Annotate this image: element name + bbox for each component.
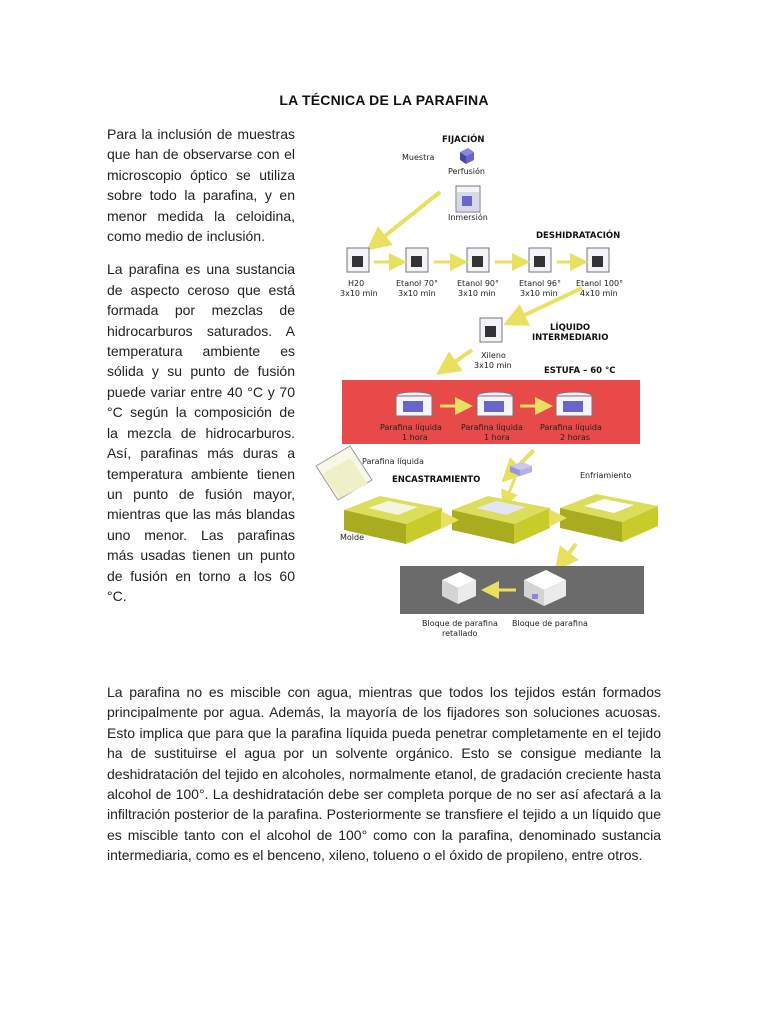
beaker-h2o	[347, 248, 369, 272]
label-encastramiento: ENCASTRAMIENTO	[392, 475, 481, 485]
arrow-to-bloque	[562, 544, 576, 562]
arrow-sample-drop	[506, 478, 515, 500]
pouring-beaker	[316, 446, 372, 500]
bath-time: 1 hora	[402, 433, 428, 442]
step-name: Etanol 70°	[396, 279, 439, 288]
label-liquido: LÍQUIDO	[550, 323, 591, 333]
bath-time: 1 hora	[484, 433, 510, 442]
bath-name: Parafina líquida	[540, 423, 602, 432]
label-intermediario: INTERMEDIARIO	[532, 333, 609, 343]
step-name: Etanol 90°	[457, 279, 500, 288]
beaker-etanol-96	[529, 248, 551, 272]
beaker-xileno	[480, 318, 502, 342]
beaker-inmersion	[456, 186, 480, 212]
label-deshidratacion: DESHIDRATACIÓN	[536, 231, 621, 241]
step-time: 3x10 min	[458, 289, 496, 298]
beaker-etanol-70	[406, 248, 428, 272]
paraffin-bath-2	[477, 392, 513, 416]
label-bloque: Bloque de parafina	[512, 619, 588, 628]
step-name: H20	[348, 279, 365, 288]
paragraph-parafina: La parafina es una sustancia de aspecto ceroso que está formada por mezclas de hidrocarburos saturados. A temperatura ambiente es sólida y su punto de fusión puede variar entre 40 °C y 70 °C según la composición de la mezcla de hidrocarburos. Así, parafinas más duras a temperatura ambiente tienen un punto de fusión mayor, mientras que las más blandas uno menor. Las parafinas más usadas tienen un punto de fusión en torno a los 60 °C.	[107, 261, 295, 604]
beaker-etanol-100	[587, 248, 609, 272]
label-estufa: ESTUFA – 60 °C	[544, 366, 616, 376]
paraffin-technique-figure	[310, 128, 660, 648]
step-time: 3x10 min	[520, 289, 558, 298]
paraffin-bath-1	[396, 392, 432, 416]
bath-time: 2 horas	[560, 433, 590, 442]
label-inmersion: Inmersión	[448, 213, 488, 222]
page-title: LA TÉCNICA DE LA PARAFINA	[279, 92, 489, 108]
label-molde: Molde	[340, 533, 365, 542]
paragraph-miscibilidad: La parafina no es miscible con agua, mientras que todos los tejidos están formados principalmente por agua. Además, la mayoría de los fijadores son soluciones acuosas. Esto implica que para que la parafina líquida pueda penetrar completamente en el tejido ha de sustituirse el agua por un solvente orgánico. Esto se consigue mediante la deshidratación del tejido en alcoholes, normalmente etanol, de gradación creciente hasta alcohol de 100°. La deshidratación debe ser completa porque de no ser así afectará a la infiltración posterior de la parafina. Posteriormente se transfiere el tejido a un líquido que es miscible tanto con el alcohol de 100° como con la parafina, denominado sustancia intermediaria, como es el benceno, xileno, tolueno o el óxido de propileno, entre otros.	[107, 684, 661, 864]
label-muestra: Muestra	[402, 153, 435, 162]
left-column	[107, 124, 295, 619]
arrow-fijacion	[376, 192, 440, 243]
label-xileno-time: 3x10 min	[474, 361, 512, 370]
label-parafina-liquida: Parafina líquida	[362, 457, 424, 466]
bath-name: Parafina líquida	[380, 423, 442, 432]
beaker-etanol-90	[467, 248, 489, 272]
mold-2	[452, 496, 550, 544]
mold-3	[560, 494, 658, 542]
arrow-to-estufa	[446, 350, 472, 368]
step-time: 4x10 min	[580, 289, 618, 298]
label-perfusion: Perfusión	[448, 167, 485, 176]
label-fijacion: FIJACIÓN	[442, 135, 485, 145]
label-enfriamiento: Enfriamiento	[580, 471, 632, 480]
label-retallado: retallado	[442, 629, 478, 638]
step-name: Etanol 100°	[576, 279, 624, 288]
step-name: Etanol 96°	[519, 279, 562, 288]
step-time: 3x10 min	[398, 289, 436, 298]
sample-cube	[460, 148, 474, 164]
bath-name: Parafina líquida	[461, 423, 523, 432]
label-bloque-retallado: Bloque de parafina	[422, 619, 498, 628]
paraffin-bath-3	[556, 392, 592, 416]
label-xileno: Xileno	[481, 351, 506, 360]
step-time: 3x10 min	[340, 289, 378, 298]
bottom-section	[107, 682, 661, 866]
sample-block-small	[510, 462, 532, 476]
paragraph-intro: Para la inclusión de muestras que han de observarse con el microscopio óptico se utiliza sobre todo la parafina, y en menor medida la celoidina, como medio de inclusión.	[107, 126, 295, 245]
block-panel	[400, 566, 644, 614]
